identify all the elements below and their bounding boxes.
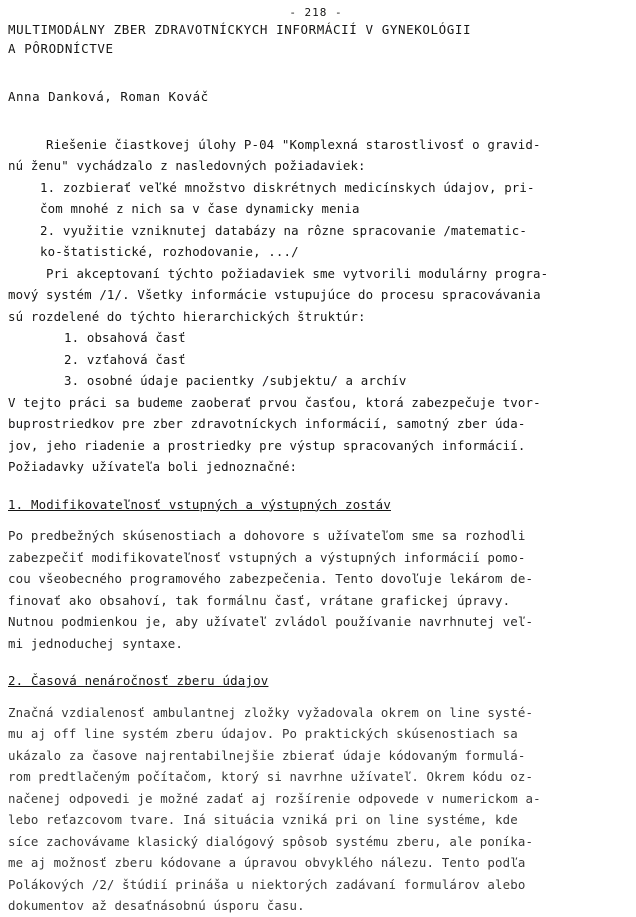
list-item — [8, 241, 624, 263]
paragraph-scope-line-3: jov, jeho riadenie a prostriedky pre výstup spracovaných informácií. — [8, 437, 526, 453]
paragraph-modules-line-2: mový systém /1/. Všetky informácie vstupujúce do procesu spracovávania — [8, 287, 541, 303]
section-1-line-3: cou všeobecného programového zabezpečenia. Tento dovoľuje lekárom de- — [8, 571, 534, 587]
page-content — [8, 6, 624, 917]
section-2-line-4: rom predtlačeným počítačom, ktorý si navrhne užívateľ. Okrem kódu oz- — [8, 769, 534, 785]
list-item — [8, 198, 624, 220]
paragraph-modules-line-1: Pri akceptovaní týchto požiadaviek sme vytvorili modulárny progra- — [46, 265, 549, 281]
page-number: - 218 - — [289, 6, 343, 19]
requirement-2-line-1: 2. využitie vzniknutej databázy na rôzne spracovanie /matematic- — [40, 222, 528, 238]
section-2-line-8: me aj možnosť zberu kódovane a úpravou obvyklého nálezu. Tento podľa — [8, 855, 526, 871]
section-1-line-6: mi jednoduchej syntaxe. — [8, 635, 184, 651]
section-2-line-1: Značná vzdialenosť ambulantnej zložky vyžadovala okrem on line systé- — [8, 704, 534, 720]
title-line-1: MULTIMODÁLNY ZBER ZDRAVOTNÍCKYCH INFORMÁCIÍ V GYNEKOLÓGII — [8, 22, 472, 37]
section-1-line-1: Po predbežných skúsenostiach a dohovore s užívateľom sme sa rozhodli — [8, 528, 526, 544]
list-item: 3. osobné údaje pacientky /subjektu/ a archív — [64, 373, 407, 389]
paragraph-intro-line-1: Riešenie čiastkovej úlohy P-04 "Komplexná starostlivosť o gravid- — [46, 136, 541, 152]
paragraph-intro-line-2: nú ženu" vychádzalo z nasledovných požiadaviek: — [8, 158, 366, 174]
section-1-line-5: Nutnou podmienkou je, aby užívateľ zvládol používanie navrhnutej veľ- — [8, 614, 534, 630]
page-title — [8, 20, 624, 59]
structures-list — [8, 327, 624, 392]
section-1-line-4: finovať ako obsahoví, tak formálnu časť, vrátane grafickej úpravy. — [8, 592, 511, 608]
authors-line: Anna Danková, Roman Kováč — [8, 88, 209, 104]
paragraph-modules-line-3: sú rozdelené do týchto hierarchických štruktúr: — [8, 308, 366, 324]
section-2-line-6: lebo reťazcovom tvare. Iná situácia vzniká pri on line systéme, kde — [8, 812, 518, 828]
section-2-line-3: ukázalo za časove najrentabilnejšie zbierať údaje kódovaným formulá- — [8, 747, 526, 763]
section-1-body — [8, 525, 624, 654]
list-item — [8, 220, 624, 242]
section-2-body — [8, 702, 624, 917]
paragraph-scope-line-4: Požiadavky užívateľa boli jednoznačné: — [8, 459, 298, 475]
requirement-1-line-1: 1. zozbierať veľké množstvo diskrétnych medicínskych údajov, pri- — [40, 179, 535, 195]
section-2-line-2: mu aj off line systém zberu údajov. Po praktických skúsenostiach sa — [8, 726, 518, 742]
section-1-line-2: zabezpečiť modifikovateľnosť vstupných a výstupných informácií pomo- — [8, 549, 526, 565]
section-2-line-7: síce zachovávame klasický dialógový spôsob systému zberu, ale poníka- — [8, 833, 534, 849]
paragraph-intro — [8, 134, 624, 177]
requirement-2-line-2: ko-štatistické, rozhodovanie, .../ — [40, 244, 299, 260]
section-heading-1: 1. Modifikovateľnosť vstupných a výstupných zostáv — [8, 496, 391, 512]
requirements-list — [8, 177, 624, 263]
paragraph-modules — [8, 263, 624, 328]
requirement-1-line-2: čom mnohé z nich sa v čase dynamicky menia — [40, 201, 360, 217]
title-line-2: A PÔRODNÍCTVE — [8, 41, 114, 57]
section-heading-2: 2. Časová nenáročnosť zberu údajov — [8, 673, 269, 689]
section-2-line-10: dokumentov až desaťnásobnú úsporu času. — [8, 898, 305, 914]
section-2-line-9: Polákových /2/ štúdií prináša u niektorých zadávaní formulárov alebo — [8, 876, 526, 892]
list-item: 2. vzťahová časť — [64, 351, 186, 367]
paragraph-scope-line-2: buprostriedkov pre zber zdravotníckych informácií, samotný zber úda- — [8, 416, 526, 432]
paragraph-scope — [8, 392, 624, 478]
section-2-line-5: načenej odpovedi je možné zadať aj rozšírenie odpovede v numerickom a- — [8, 790, 541, 806]
body-text — [8, 134, 624, 917]
list-item — [8, 177, 624, 199]
list-item: 1. obsahová časť — [64, 330, 186, 346]
paragraph-scope-line-1: V tejto práci sa budeme zaoberať prvou časťou, ktorá zabezpečuje tvor- — [8, 394, 541, 410]
